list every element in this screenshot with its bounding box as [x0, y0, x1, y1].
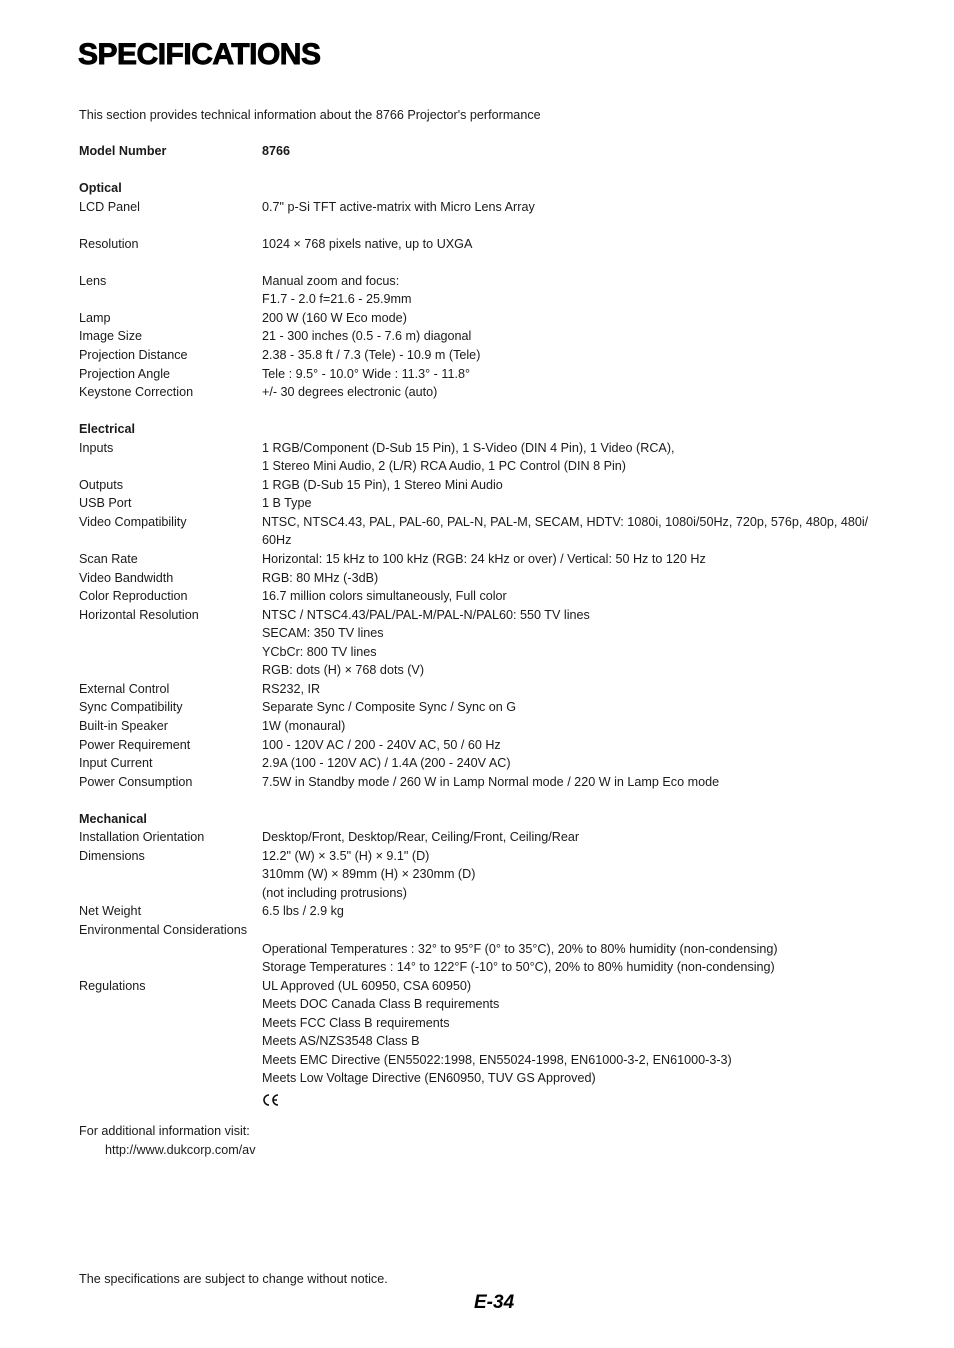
spec-value	[262, 921, 919, 977]
spec-row	[79, 346, 919, 365]
spec-row	[79, 235, 919, 254]
spec-value	[262, 346, 919, 365]
spec-value-line: Separate Sync / Composite Sync / Sync on G	[262, 700, 517, 715]
spec-row	[79, 327, 919, 346]
spec-value	[262, 569, 919, 588]
spec-value	[262, 513, 919, 550]
spec-row	[79, 365, 919, 384]
spec-row	[79, 569, 919, 588]
spec-value-line: RGB: dots (H) × 768 dots (V)	[262, 663, 425, 678]
spec-label: Power Requirement	[79, 737, 191, 752]
spec-value-line: Meets Low Voltage Directive (EN60950, TUV GS Approved)	[262, 1071, 596, 1086]
spec-value	[262, 754, 919, 773]
spec-value-line: Meets EMC Directive (EN55022:1998, EN55024-1998, EN61000-3-2, EN61000-3-3)	[262, 1052, 732, 1067]
spec-value	[262, 606, 919, 680]
additional-info	[79, 1122, 256, 1159]
spec-value	[262, 235, 919, 254]
spec-row	[79, 847, 919, 903]
spec-value-line: Operational Temperatures : 32° to 95°F (0° to 35°C), 20% to 80% humidity (non-condensing)	[262, 941, 778, 956]
additional-info-label: For additional information visit:	[79, 1124, 250, 1138]
spec-label: USB Port	[79, 496, 132, 511]
spec-value	[262, 198, 919, 217]
spec-value	[262, 902, 919, 921]
spec-row	[79, 698, 919, 717]
spec-value-line: Horizontal: 15 kHz to 100 kHz (RGB: 24 kHz or over) / Vertical: 50 Hz to 120 Hz	[262, 552, 706, 567]
spec-value-line: NTSC, NTSC4.43, PAL, PAL-60, PAL-N, PAL-M, SECAM, HDTV: 1080i, 1080i/50Hz, 720p, 576p, 480p, 480i/	[262, 514, 869, 529]
spec-row	[79, 272, 919, 309]
spec-value-line: 12.2" (W) × 3.5" (H) × 9.1" (D)	[262, 848, 430, 863]
spec-value-line: (not including protrusions)	[262, 885, 407, 900]
row-spacer	[79, 253, 919, 272]
spec-label: Lamp	[79, 310, 111, 325]
spec-label: Installation Orientation	[79, 830, 205, 845]
spec-value-line: Desktop/Front, Desktop/Rear, Ceiling/Front, Ceiling/Rear	[262, 830, 580, 845]
section-heading-electrical: Electrical	[79, 422, 136, 437]
spec-value-line: 200 W (160 W Eco mode)	[262, 310, 407, 325]
spec-value	[262, 680, 919, 699]
spec-label: External Control	[79, 681, 170, 696]
spec-value-line: F1.7 - 2.0 f=21.6 - 25.9mm	[262, 292, 412, 307]
spec-value	[262, 773, 919, 792]
spec-label: Dimensions	[79, 848, 145, 863]
spec-value	[262, 309, 919, 328]
spec-value-line: 2.9A (100 - 120V AC) / 1.4A (200 - 240V AC)	[262, 756, 511, 771]
spec-row	[79, 476, 919, 495]
spec-value-line: 21 - 300 inches (0.5 - 7.6 m) diagonal	[262, 329, 472, 344]
ce-mark-icon	[262, 1092, 280, 1108]
model-number-label: Model Number	[79, 144, 167, 158]
spec-row	[79, 513, 919, 550]
spec-value-line: UL Approved (UL 60950, CSA 60950)	[262, 978, 472, 993]
specifications-table	[79, 142, 919, 1108]
spec-row	[79, 828, 919, 847]
spec-value-line: Manual zoom and focus:	[262, 273, 400, 288]
spec-value	[262, 327, 919, 346]
spec-label: Sync Compatibility	[79, 700, 183, 715]
spec-value	[262, 550, 919, 569]
spec-row	[79, 494, 919, 513]
intro-text: This section provides technical information about the 8766 Projector's performance	[79, 108, 541, 122]
spec-value	[262, 717, 919, 736]
spec-value-line: 1 RGB/Component (D-Sub 15 Pin), 1 S-Video (DIN 4 Pin), 1 Video (RCA),	[262, 440, 675, 455]
spec-value-line: 1 Stereo Mini Audio, 2 (L/R) RCA Audio, 1 PC Control (DIN 8 Pin)	[262, 459, 626, 474]
spec-row	[79, 309, 919, 328]
disclaimer-text: The specifications are subject to change without notice.	[79, 1272, 388, 1286]
spec-row	[79, 606, 919, 680]
spec-value	[262, 365, 919, 384]
spec-value	[262, 736, 919, 755]
spec-row	[79, 680, 919, 699]
spec-label: Inputs	[79, 440, 114, 455]
spec-row	[79, 717, 919, 736]
row-spacer	[79, 216, 919, 235]
spec-value-line: 1 B Type	[262, 496, 312, 511]
spec-value	[262, 828, 919, 847]
spec-value-line: Meets DOC Canada Class B requirements	[262, 997, 500, 1012]
spec-row	[79, 550, 919, 569]
spec-value-line: Storage Temperatures : 14° to 122°F (-10° to 50°C), 20% to 80% humidity (non-condensing)	[262, 960, 775, 975]
spec-label: Image Size	[79, 329, 142, 344]
spec-value-line: Tele : 9.5° - 10.0° Wide : 11.3° - 11.8°	[262, 366, 470, 381]
spec-value	[262, 977, 919, 1108]
spec-value-line	[262, 921, 919, 940]
spec-label: Lens	[79, 273, 107, 288]
spec-row	[79, 383, 919, 402]
spec-label: Net Weight	[79, 904, 142, 919]
spec-value-line: Meets AS/NZS3548 Class B	[262, 1034, 420, 1049]
spec-label: Projection Angle	[79, 366, 171, 381]
spec-value-line: 60Hz	[262, 533, 292, 548]
spec-label: Resolution	[79, 236, 139, 251]
spec-row	[79, 587, 919, 606]
spec-label: Video Bandwidth	[79, 570, 174, 585]
spec-value-line: 1W (monaural)	[262, 718, 346, 733]
spec-value-line: SECAM: 350 TV lines	[262, 626, 384, 641]
section-spacer	[79, 402, 919, 421]
spec-value	[262, 272, 919, 309]
spec-row	[79, 754, 919, 773]
spec-label: Keystone Correction	[79, 385, 194, 400]
spec-value	[262, 383, 919, 402]
spec-row	[79, 736, 919, 755]
spec-value-line: 1 RGB (D-Sub 15 Pin), 1 Stereo Mini Audio	[262, 477, 503, 492]
spec-value-line: 7.5W in Standby mode / 260 W in Lamp Normal mode / 220 W in Lamp Eco mode	[262, 774, 720, 789]
spec-row	[79, 902, 919, 921]
spec-value-line: 6.5 lbs / 2.9 kg	[262, 904, 344, 919]
spec-label: Color Reproduction	[79, 589, 188, 604]
spec-value	[262, 847, 919, 903]
spec-value-line: RGB: 80 MHz (-3dB)	[262, 570, 379, 585]
spec-row	[79, 977, 919, 1108]
spec-label: Power Consumption	[79, 774, 193, 789]
spec-row	[79, 921, 919, 977]
section-spacer	[79, 161, 919, 180]
section-heading-optical: Optical	[79, 181, 122, 196]
page-number: E-34	[474, 1292, 515, 1313]
spec-label: Horizontal Resolution	[79, 607, 199, 622]
spec-value-line: 100 - 120V AC / 200 - 240V AC, 50 / 60 Hz	[262, 737, 501, 752]
model-number-row	[79, 142, 919, 161]
spec-label: Outputs	[79, 477, 124, 492]
spec-label: Regulations	[79, 978, 146, 993]
spec-row	[79, 198, 919, 217]
section-heading-mechanical: Mechanical	[79, 811, 147, 826]
spec-value-line: +/- 30 degrees electronic (auto)	[262, 385, 438, 400]
website-link[interactable]: http://www.dukcorp.com/av	[105, 1142, 256, 1157]
spec-value-line: 2.38 - 35.8 ft / 7.3 (Tele) - 10.9 m (Tele)	[262, 348, 481, 363]
spec-label: Video Compatibility	[79, 514, 187, 529]
spec-value	[262, 476, 919, 495]
spec-value-line: 1024 × 768 pixels native, up to UXGA	[262, 236, 473, 251]
section-spacer	[79, 791, 919, 810]
spec-value-line: 16.7 million colors simultaneously, Full color	[262, 589, 507, 604]
spec-value	[262, 698, 919, 717]
spec-value-line: RS232, IR	[262, 681, 321, 696]
spec-label: Built-in Speaker	[79, 718, 168, 733]
spec-value	[262, 439, 919, 476]
spec-row	[79, 773, 919, 792]
spec-label: Projection Distance	[79, 348, 188, 363]
spec-value-line: 310mm (W) × 89mm (H) × 230mm (D)	[262, 867, 476, 882]
spec-value-line: NTSC / NTSC4.43/PAL/PAL-M/PAL-N/PAL60: 550 TV lines	[262, 607, 590, 622]
spec-row	[79, 439, 919, 476]
spec-label: LCD Panel	[79, 199, 140, 214]
model-number-value: 8766	[262, 144, 291, 158]
spec-label: Environmental Considerations	[79, 922, 248, 937]
spec-value	[262, 494, 919, 513]
spec-label: Scan Rate	[79, 552, 138, 567]
spec-value-line: Meets FCC Class B requirements	[262, 1015, 450, 1030]
spec-label: Input Current	[79, 756, 153, 771]
spec-value-line: YCbCr: 800 TV lines	[262, 644, 377, 659]
page-title: SPECIFICATIONS	[78, 38, 321, 71]
spec-value	[262, 587, 919, 606]
spec-value-line: 0.7" p-Si TFT active-matrix with Micro Lens Array	[262, 199, 535, 214]
